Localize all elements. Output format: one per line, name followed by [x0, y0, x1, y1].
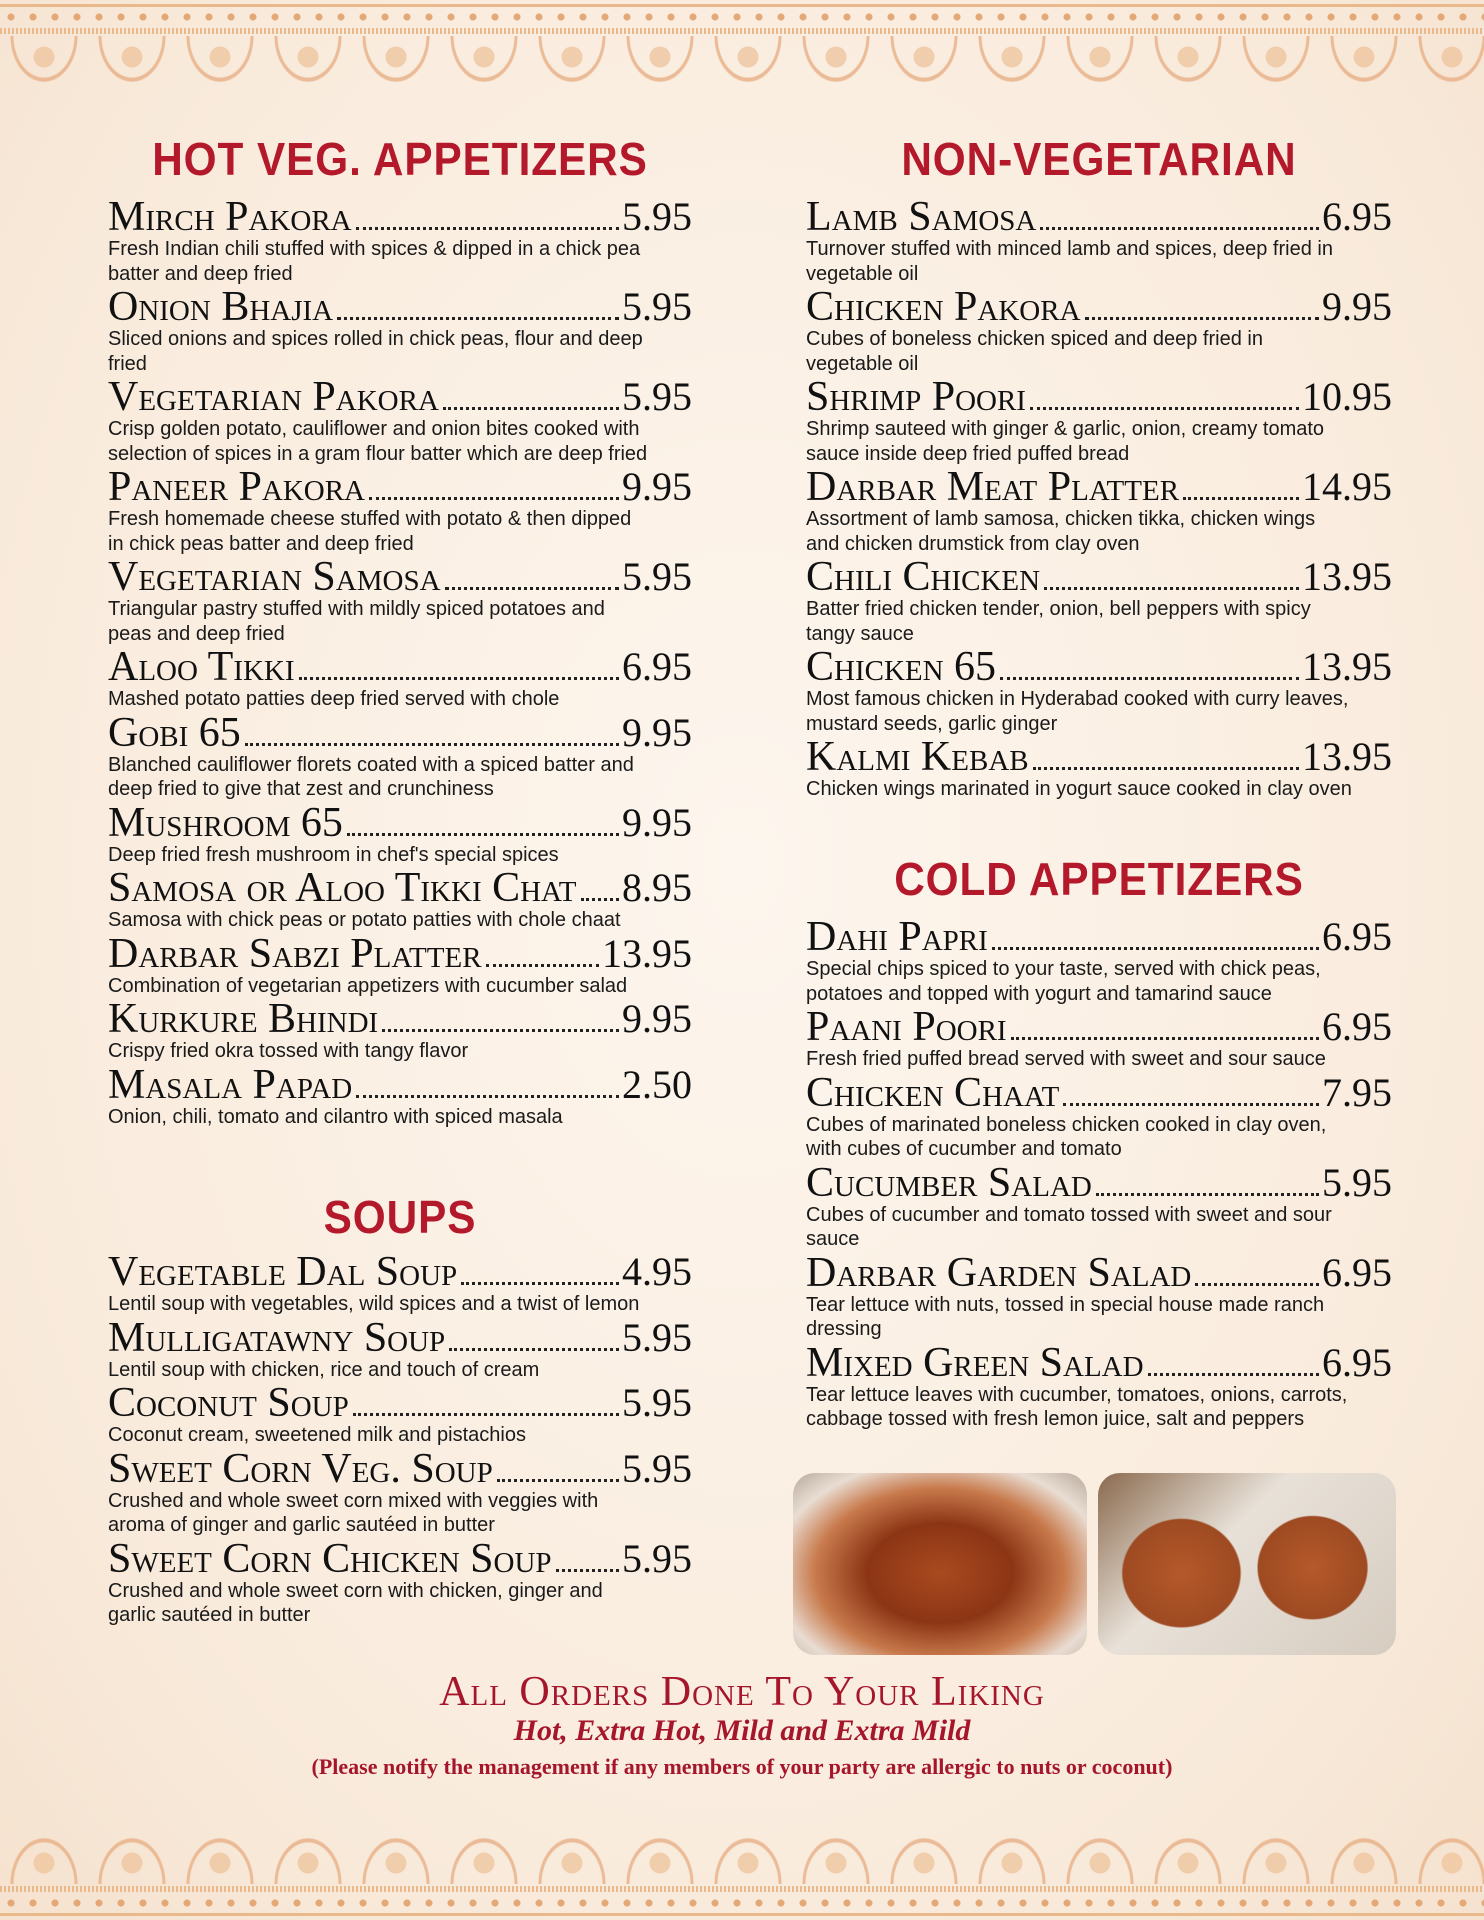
menu-item-name: Chili Chicken	[806, 554, 1041, 600]
menu-item-price: 5.95	[622, 1380, 692, 1425]
menu-item-name: Darbar Sabzi Platter	[108, 930, 482, 977]
menu-item-price: 5.95	[622, 1535, 692, 1581]
menu-item	[806, 1159, 1392, 1252]
section-heading-non-vegetarian: NON-VEGETARIAN	[901, 133, 1297, 185]
dot-leader	[1033, 767, 1299, 770]
menu-item-name: Dahi Papri	[806, 914, 988, 960]
cold-appetizers-list	[806, 916, 1392, 1432]
menu-item-title-row	[806, 1249, 1392, 1296]
menu-item-name: Onion Bhajia	[108, 284, 334, 330]
menu-item-price: 5.95	[622, 1445, 692, 1491]
dot-leader	[1063, 1103, 1319, 1106]
menu-item-name: Kurkure Bhindi	[108, 996, 379, 1042]
menu-item-price: 5.95	[622, 1314, 692, 1360]
menu-item-description: Coconut cream, sweetened milk and pistachios	[108, 1424, 526, 1446]
footer-spice-levels: Hot, Extra Hot, Mild and Extra Mild	[513, 1714, 971, 1747]
menu-item-name: Paneer Pakora	[108, 464, 365, 510]
menu-item-description: Cubes of cucumber and tomato tossed with sweet and sour sauce	[806, 1203, 1332, 1250]
menu-item-name: Mushroom 65	[108, 799, 343, 846]
menu-item-name: Cucumber Salad	[806, 1159, 1092, 1206]
menu-item	[108, 556, 692, 646]
menu-item	[108, 799, 692, 868]
menu-item	[806, 916, 1392, 1006]
menu-item-description: Lentil soup with chicken, rice and touch of cream	[108, 1358, 540, 1381]
menu-item	[108, 1251, 692, 1317]
samosa-photo	[1098, 1473, 1396, 1655]
menu-item-description: Cubes of boneless chicken spiced and deep fried in vegetable oil	[806, 328, 1263, 375]
menu-item-name: Sweet Corn Chicken Soup	[108, 1535, 552, 1582]
menu-item	[806, 376, 1392, 466]
menu-item-description: Assortment of lamb samosa, chicken tikka, chicken wings and chicken drumstick from clay oven	[806, 508, 1316, 555]
menu-item-title-row	[108, 374, 692, 420]
menu-item	[108, 1382, 692, 1448]
menu-item-name: Vegetarian Samosa	[108, 554, 441, 600]
dot-leader	[353, 1413, 619, 1416]
menu-item-price: 9.95	[1322, 284, 1392, 329]
menu-item	[108, 646, 692, 712]
menu-item-price: 6.95	[622, 644, 692, 689]
menu-item-title-row	[806, 284, 1392, 330]
menu-item-title-row	[108, 1249, 692, 1295]
menu-item-name: Chicken 65	[806, 644, 997, 690]
menu-item-description: Batter fried chicken tender, onion, bell peppers with spicy tangy sauce	[806, 598, 1311, 645]
menu-item	[806, 286, 1392, 376]
menu-item-title-row	[108, 1314, 692, 1361]
menu-item-name: Mixed Green Salad	[806, 1339, 1144, 1386]
dot-leader	[1195, 1283, 1319, 1286]
dot-leader	[581, 898, 620, 901]
menu-item-description: Shrimp sauteed with ginger & garlic, onion, creamy tomato sauce inside deep fried puffed bread	[806, 418, 1325, 465]
menu-item-name: Vegetarian Pakora	[108, 374, 439, 420]
menu-item-price: 10.95	[1302, 374, 1392, 419]
menu-item-price: 6.95	[1322, 1339, 1392, 1385]
menu-item	[806, 736, 1392, 802]
menu-item-description: Cubes of marinated boneless chicken cooked in clay oven, with cubes of cucumber and tomato	[806, 1113, 1327, 1160]
section-heading-cold-appetizers: COLD APPETIZERS	[894, 853, 1304, 905]
menu-item-price: 5.95	[622, 284, 692, 329]
menu-item-title-row	[108, 644, 692, 690]
menu-item-description: Sliced onions and spices rolled in chick peas, flour and deep fried	[108, 328, 643, 375]
menu-item	[108, 867, 692, 933]
menu-item-name: Coconut Soup	[108, 1380, 349, 1426]
menu-item	[108, 1314, 692, 1383]
menu-item-title-row	[108, 1061, 692, 1108]
decorative-border-top	[0, 0, 1484, 125]
menu-item-title-row	[108, 464, 692, 510]
menu-item-title-row	[806, 1004, 1392, 1050]
menu-item-title-row	[108, 284, 692, 330]
menu-item-name: Sweet Corn Veg. Soup	[108, 1445, 493, 1492]
menu-item-title-row	[806, 1159, 1392, 1206]
menu-item-description: Tear lettuce with nuts, tossed in special house made ranch dressing	[806, 1293, 1325, 1340]
decorative-border-bottom	[0, 1795, 1484, 1920]
menu-item-price: 7.95	[1322, 1069, 1392, 1115]
menu-item-price: 5.95	[622, 374, 692, 419]
menu-item-title-row	[108, 1535, 692, 1582]
menu-item-description: Triangular pastry stuffed with mildly spiced potatoes and peas and deep fried	[108, 598, 605, 645]
menu-item	[806, 466, 1392, 556]
menu-item-description: Crisp golden potato, cauliflower and onion bites cooked with selection of spices in a gram flour batter which are deep fried	[108, 418, 648, 465]
menu-item-name: Gobi 65	[108, 709, 241, 756]
menu-item-name: Darbar Meat Platter	[806, 464, 1180, 510]
menu-item-price: 6.95	[1322, 914, 1392, 959]
menu-item	[806, 1339, 1392, 1432]
menu-item-title-row	[806, 914, 1392, 960]
menu-item-price: 6.95	[1322, 1249, 1392, 1295]
menu-item-description: Onion, chili, tomato and cilantro with spiced masala	[108, 1105, 563, 1128]
soups-list	[108, 1251, 692, 1628]
menu-item	[108, 1535, 692, 1628]
menu-item-price: 5.95	[622, 194, 692, 239]
menu-item	[806, 196, 1392, 286]
menu-item-title-row	[108, 709, 692, 756]
menu-item-price: 6.95	[1322, 1004, 1392, 1049]
menu-item	[806, 1006, 1392, 1072]
menu-item-name: Aloo Tikki	[108, 644, 295, 690]
menu-item-price: 5.95	[1322, 1159, 1392, 1205]
dot-leader	[382, 1029, 619, 1032]
dot-leader	[1040, 227, 1319, 230]
menu-item	[806, 1069, 1392, 1162]
menu-item-name: Darbar Garden Salad	[806, 1249, 1192, 1296]
menu-item-description: Special chips spiced to your taste, served with chick peas, potatoes and topped with yogurt and tamarind sauce	[806, 958, 1321, 1005]
menu-item-description: Crushed and whole sweet corn mixed with veggies with aroma of ginger and garlic sautéed in butter	[108, 1489, 599, 1536]
dot-leader	[1148, 1373, 1319, 1376]
menu-item	[806, 1249, 1392, 1342]
menu-item	[108, 286, 692, 376]
dot-leader	[1044, 587, 1299, 590]
dot-leader	[337, 317, 619, 320]
dot-leader	[245, 743, 619, 746]
menu-item-price: 9.95	[622, 464, 692, 509]
menu-item	[108, 1445, 692, 1538]
menu-item-description: Mashed potato patties deep fried served with chole	[108, 688, 560, 710]
menu-item-name: Vegetable Dal Soup	[108, 1249, 458, 1295]
dot-leader	[497, 1479, 619, 1482]
dot-leader	[461, 1282, 619, 1285]
menu-item-description: Turnover stuffed with minced lamb and spices, deep fried in vegetable oil	[806, 238, 1333, 285]
menu-item	[108, 998, 692, 1064]
dot-leader	[486, 964, 599, 967]
dot-leader	[356, 227, 619, 230]
menu-item-description: Fresh homemade cheese stuffed with potato & then dipped in chick peas batter and deep fried	[108, 508, 632, 555]
dot-leader	[1000, 677, 1299, 680]
dot-leader	[1085, 317, 1319, 320]
dot-leader	[369, 497, 619, 500]
menu-item	[806, 646, 1392, 736]
menu-item-title-row	[806, 554, 1392, 600]
menu-item-price: 5.95	[622, 554, 692, 599]
menu-item-name: Paani Poori	[806, 1004, 1007, 1050]
menu-item-name: Mirch Pakora	[108, 194, 352, 240]
menu-item	[108, 930, 692, 999]
menu-item	[108, 709, 692, 802]
menu-item-description: Crushed and whole sweet corn with chicken, ginger and garlic sautéed in butter	[108, 1579, 603, 1626]
dot-leader	[356, 1095, 619, 1098]
menu-item-name: Mulligatawny Soup	[108, 1314, 446, 1361]
dot-leader	[1030, 407, 1299, 410]
footer-headline: All Orders Done To Your Liking	[439, 1669, 1045, 1715]
menu-item-price: 13.95	[602, 930, 692, 976]
dot-leader	[1183, 497, 1299, 500]
menu-item	[108, 376, 692, 466]
menu-item-title-row	[806, 194, 1392, 240]
menu-item-title-row	[108, 799, 692, 846]
menu-item-title-row	[806, 734, 1392, 780]
menu-item-title-row	[806, 644, 1392, 690]
menu-item-title-row	[108, 554, 692, 600]
menu-item-price: 9.95	[622, 799, 692, 845]
menu-item-name: Chicken Pakora	[806, 284, 1081, 330]
non-vegetarian-list	[806, 196, 1392, 802]
menu-item-price: 9.95	[622, 996, 692, 1041]
menu-item-title-row	[806, 1339, 1392, 1386]
dot-leader	[445, 587, 619, 590]
menu-item	[108, 1061, 692, 1130]
menu-item-price: 13.95	[1302, 734, 1392, 779]
menu-item-title-row	[108, 930, 692, 977]
menu-item-title-row	[108, 1445, 692, 1492]
menu-item	[108, 466, 692, 556]
dot-leader	[1011, 1037, 1319, 1040]
menu-item-price: 9.95	[622, 709, 692, 755]
menu-item-name: Masala Papad	[108, 1061, 353, 1108]
menu-item	[108, 196, 692, 286]
menu-item-description: Tear lettuce leaves with cucumber, tomatoes, onions, carrots, cabbage tossed with fresh lemon juice, salt and peppers	[806, 1383, 1348, 1430]
hot-veg-appetizers-list	[108, 196, 692, 1129]
menu-item-title-row	[806, 1069, 1392, 1116]
dot-leader	[556, 1569, 619, 1572]
menu-item-price: 4.95	[622, 1249, 692, 1294]
menu-item-description: Most famous chicken in Hyderabad cooked with curry leaves, mustard seeds, garlic ginger	[806, 688, 1349, 735]
menu-item-price: 6.95	[1322, 194, 1392, 239]
menu-item-description: Deep fried fresh mushroom in chef's special spices	[108, 843, 559, 866]
menu-item-description: Samosa with chick peas or potato patties with chole chaat	[108, 909, 621, 931]
menu-item-title-row	[108, 865, 692, 911]
menu-item-price: 13.95	[1302, 644, 1392, 689]
onion-bhajia-photo	[793, 1473, 1087, 1655]
menu-item-description: Lentil soup with vegetables, wild spices and a twist of lemon	[108, 1293, 640, 1315]
footer-allergy-note: (Please notify the management if any members of your party are allergic to nuts or coconut)	[311, 1754, 1173, 1779]
menu-item-description: Fresh fried puffed bread served with sweet and sour sauce	[806, 1048, 1326, 1070]
menu-item-name: Samosa or Aloo Tikki Chat	[108, 865, 577, 911]
dot-leader	[449, 1348, 619, 1351]
menu-item-description: Chicken wings marinated in yogurt sauce cooked in clay oven	[806, 778, 1352, 800]
menu-item-title-row	[806, 464, 1392, 510]
menu-item-name: Kalmi Kebab	[806, 734, 1029, 780]
dot-leader	[347, 833, 619, 836]
dot-leader	[443, 407, 619, 410]
menu-item-price: 2.50	[622, 1061, 692, 1107]
dot-leader	[299, 677, 619, 680]
menu-item-name: Shrimp Poori	[806, 374, 1026, 420]
dot-leader	[992, 947, 1319, 950]
section-heading-hot-veg-appetizers: HOT VEG. APPETIZERS	[152, 133, 648, 185]
menu-item-description: Crispy fried okra tossed with tangy flavor	[108, 1040, 469, 1062]
menu-item-description: Blanched cauliflower florets coated with a spiced batter and deep fried to give that zest and crunchiness	[108, 753, 634, 800]
menu-item-title-row	[108, 996, 692, 1042]
menu-item-price: 13.95	[1302, 554, 1392, 599]
menu-item-price: 14.95	[1302, 464, 1392, 509]
menu-item	[806, 556, 1392, 646]
menu-item-description: Combination of vegetarian appetizers with cucumber salad	[108, 974, 628, 997]
menu-item-price: 8.95	[622, 865, 692, 910]
menu-item-name: Chicken Chaat	[806, 1069, 1060, 1116]
menu-item-name: Lamb Samosa	[806, 194, 1037, 240]
menu-item-title-row	[108, 1380, 692, 1426]
menu-item-description: Fresh Indian chili stuffed with spices & dipped in a chick pea batter and deep fried	[108, 238, 641, 285]
menu-item-title-row	[806, 374, 1392, 420]
section-heading-soups: SOUPS	[323, 1191, 477, 1243]
dot-leader	[1096, 1193, 1319, 1196]
menu-item-title-row	[108, 194, 692, 240]
